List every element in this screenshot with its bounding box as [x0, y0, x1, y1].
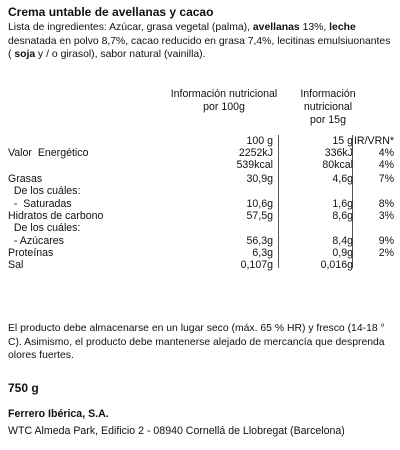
nutrient-label: Proteínas — [8, 247, 54, 259]
nutrient-label: De los cuáles: — [8, 222, 81, 234]
nutrition-header-per-15g — [278, 88, 378, 127]
nutrition-row — [0, 259, 400, 271]
nutrition-row — [0, 159, 400, 171]
reference-intake-percent: 4% — [378, 159, 394, 171]
allergen-soy: soja — [14, 49, 36, 60]
value-per-15g: 15 g — [332, 135, 353, 147]
reference-intake-percent: 8% — [378, 198, 394, 210]
ingredients-text: 13%, — [299, 22, 330, 33]
header-line: Información nutricional — [300, 88, 356, 113]
allergen-hazelnut: avellanas — [252, 22, 300, 33]
company-name: Ferrero Ibérica, S.A. — [8, 408, 109, 420]
nutrition-row — [0, 235, 400, 247]
reference-intake-percent: 7% — [378, 173, 394, 185]
value-per-100g: 2252kJ — [238, 147, 273, 159]
value-per-100g: 30,9g — [246, 173, 273, 185]
nutrition-row — [0, 135, 400, 147]
value-per-100g: 57,5g — [246, 210, 273, 222]
value-per-100g: 539kcal — [236, 159, 273, 171]
header-line: por 100g — [203, 101, 245, 113]
value-per-15g: 1,6g — [332, 198, 353, 210]
value-per-100g: 0,107g — [240, 259, 273, 271]
nutrition-row — [0, 185, 400, 197]
reference-intake-percent: 9% — [378, 235, 394, 247]
nutrient-label: Sal — [8, 259, 24, 271]
nutrition-row — [0, 247, 400, 259]
nutrient-label: Hidratos de carbono — [8, 210, 104, 222]
nutrition-row — [0, 222, 400, 234]
nutrient-label: Valor Energético — [8, 147, 89, 159]
ingredients-text: desnatada en polvo 8,7%, cacao reducido en grasa 7,4%, lecitinas emulsiuonantes ( — [8, 35, 391, 60]
nutrition-row — [0, 210, 400, 222]
value-per-100g: 56,3g — [246, 235, 273, 247]
reference-intake-percent: IR/VRN* — [353, 135, 394, 147]
nutrient-label: - Azúcares — [8, 235, 64, 247]
header-line: por 15g — [310, 114, 346, 126]
storage-instructions: El producto debe almacenarse en un lugar seco (máx. 65 % HR) y fresco (14-18 ° C). Asimismo, el producto debe mantenerse alejado de mercancía que desprenda olores fuertes. — [8, 323, 385, 361]
nutrient-label: De los cuáles: — [8, 185, 81, 197]
nutrition-row — [0, 198, 400, 210]
nutrition-row — [0, 147, 400, 159]
header-line: Información nutricional — [170, 88, 278, 100]
product-title: Crema untable de avellanas y cacao — [8, 5, 214, 19]
value-per-15g: 8,6g — [332, 210, 353, 222]
value-per-100g: 10,6g — [246, 198, 273, 210]
reference-intake-percent: 2% — [378, 247, 394, 259]
value-per-15g: 0,016g — [320, 259, 353, 271]
reference-intake-percent: 3% — [378, 210, 394, 222]
value-per-15g: 0,9g — [332, 247, 353, 259]
nutrition-row — [0, 173, 400, 185]
allergen-milk: leche — [329, 22, 356, 33]
value-per-15g: 4,6g — [332, 173, 353, 185]
value-per-15g: 80kcal — [322, 159, 353, 171]
nutrition-header-per-100g — [164, 88, 284, 114]
net-weight: 750 g — [8, 381, 39, 395]
value-per-100g: 6,3g — [252, 247, 273, 259]
nutrient-label: Grasas — [8, 173, 43, 185]
ingredients-list — [8, 21, 394, 62]
value-per-100g: 100 g — [246, 135, 273, 147]
ingredients-text: y / o girasol), sabor natural (vainilla). — [35, 49, 206, 60]
nutrient-label: - Saturadas — [8, 198, 72, 210]
value-per-15g: 336kJ — [324, 147, 353, 159]
reference-intake-percent: 4% — [378, 147, 394, 159]
ingredients-text: Lista de ingredientes: Azúcar, grasa vegetal (palma), — [8, 22, 253, 33]
value-per-15g: 8,4g — [332, 235, 353, 247]
company-address: WTC Almeda Park, Edificio 2 - 08940 Cornellá de Llobregat (Barcelona) — [8, 425, 345, 437]
